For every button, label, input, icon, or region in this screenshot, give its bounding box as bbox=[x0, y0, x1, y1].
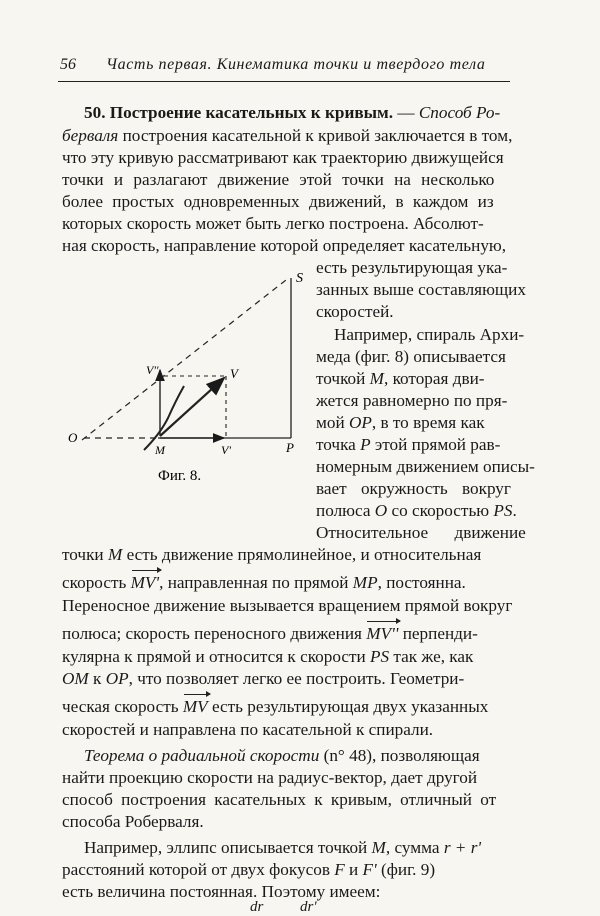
paragraph-line: точки и разлагают движение этой точки на несколько bbox=[62, 170, 495, 189]
equation bbox=[250, 898, 370, 916]
text: , направленная по прямой bbox=[159, 573, 353, 592]
text: точка bbox=[316, 435, 361, 454]
symbol-P: P bbox=[360, 435, 371, 454]
eq-rhs-num: dr' bbox=[300, 899, 317, 915]
dash: — bbox=[393, 103, 419, 122]
paragraph-line: найти проекцию скорости на радиус-вектор, дает другой bbox=[62, 768, 478, 787]
paragraph-line bbox=[62, 647, 473, 667]
text: перпенди- bbox=[398, 624, 478, 643]
paragraph-line: скоростей и направлена по касательной к спирали. bbox=[62, 720, 434, 739]
paragraph-line bbox=[316, 413, 485, 433]
section-heading-line bbox=[84, 103, 500, 123]
theorem-name: Теорема о радиальной скорости bbox=[84, 746, 320, 765]
figure-8 bbox=[60, 258, 310, 480]
paragraph-line: меда (фиг. 8) описывается bbox=[316, 347, 506, 366]
paragraph-line: Переносное движение вызывается вращением прямой вокруг bbox=[62, 596, 513, 615]
text: . bbox=[512, 501, 517, 520]
figure-caption: Фиг. 8. bbox=[158, 468, 202, 480]
label-V1: V' bbox=[221, 443, 231, 457]
symbol-F: F bbox=[334, 860, 345, 879]
paragraph-line: есть величина постоянная. Поэтому имеем: bbox=[62, 882, 381, 901]
symbol-PS: PS bbox=[370, 647, 390, 666]
symbol-OM: OM bbox=[62, 669, 89, 688]
symbol-r-sum: r + r' bbox=[443, 838, 482, 857]
symbol-MP: MP bbox=[352, 573, 378, 592]
symbol-M: M bbox=[371, 838, 386, 857]
symbol-F-prime: F' bbox=[362, 860, 377, 879]
text: точкой bbox=[316, 369, 370, 388]
symbol-OP: OP bbox=[348, 413, 372, 432]
text: так же, как bbox=[389, 647, 474, 666]
paragraph-line bbox=[62, 697, 488, 717]
text: , в то время как bbox=[371, 413, 485, 432]
paragraph-line: которых скорость может быть легко построена. Абсолют- bbox=[62, 214, 484, 233]
paragraph-line: способа Роберваля. bbox=[62, 812, 204, 831]
paragraph-line: Относительное движение bbox=[316, 523, 526, 542]
vector-MV: MV bbox=[182, 697, 208, 716]
vector-MV-arrow bbox=[160, 378, 224, 436]
text: (n° 48), позволяющая bbox=[319, 746, 480, 765]
vector-MV2: MV'' bbox=[366, 624, 399, 643]
text: есть движение прямолинейное, и относительная bbox=[122, 545, 482, 564]
paragraph-line: жется равномерно по пря- bbox=[316, 391, 508, 410]
paragraph-line bbox=[316, 501, 517, 521]
running-title: Часть первая. Кинематика точки и твердого тела bbox=[106, 56, 486, 73]
spiral-curve bbox=[144, 386, 184, 450]
text: есть результирующая двух указанных bbox=[207, 697, 489, 716]
text: , которая дви- bbox=[383, 369, 485, 388]
method-name-cont: берваля bbox=[62, 126, 119, 145]
paragraph-line: есть результирующая ука- bbox=[316, 258, 508, 277]
text: точки bbox=[62, 545, 108, 564]
paragraph-line: скоростей. bbox=[316, 302, 394, 321]
section-number: 50. bbox=[84, 103, 106, 122]
text: , сумма bbox=[385, 838, 444, 857]
text: , постоянна. bbox=[377, 573, 466, 592]
text: скорость bbox=[62, 573, 131, 592]
paragraph-line bbox=[62, 573, 466, 593]
text: полюса bbox=[316, 501, 375, 520]
symbol-OP: OP bbox=[105, 669, 129, 688]
vector-MV1: MV' bbox=[130, 573, 160, 592]
paragraph-line bbox=[62, 126, 512, 146]
paragraph-line bbox=[84, 838, 481, 858]
paragraph-line: Например, спираль Архи- bbox=[334, 325, 525, 344]
text: полюса; скорость переносного движения bbox=[62, 624, 367, 643]
text: построения касательной к кривой заключается в том, bbox=[118, 126, 513, 145]
method-name: Способ Ро- bbox=[418, 103, 501, 122]
symbol-M: M bbox=[369, 369, 384, 388]
label-M: M bbox=[155, 443, 165, 457]
paragraph-line bbox=[62, 860, 435, 880]
text: со скоростью bbox=[387, 501, 494, 520]
text: и bbox=[344, 860, 363, 879]
paragraph-line bbox=[316, 435, 500, 455]
paragraph-line: способ построения касательных к кривым, отличный от bbox=[62, 790, 497, 809]
text: Например, эллипс описывается точкой bbox=[84, 838, 372, 857]
section-title: Построение касательных к кривым. bbox=[109, 103, 394, 122]
text: , что позволяет легко ее построить. Геометри- bbox=[128, 669, 465, 688]
label-V: V bbox=[230, 366, 238, 381]
header-rule bbox=[58, 81, 510, 82]
label-V2: V'' bbox=[146, 363, 159, 377]
text: расстояний которой от двух фокусов bbox=[62, 860, 335, 879]
paragraph-line bbox=[62, 545, 481, 565]
text: кулярна к прямой и относится к скорости bbox=[62, 647, 371, 666]
paragraph-line: что эту кривую рассматривают как траекторию движущейся bbox=[62, 148, 504, 167]
paragraph-line: номерным движением описы- bbox=[316, 457, 535, 476]
text: этой прямой рав- bbox=[370, 435, 501, 454]
symbol-PS: PS bbox=[493, 501, 513, 520]
label-P: P bbox=[286, 440, 294, 455]
paragraph-line bbox=[316, 369, 485, 389]
label-O: O bbox=[68, 430, 78, 445]
text: мой bbox=[316, 413, 349, 432]
symbol-M: M bbox=[107, 545, 123, 564]
eq-rhs bbox=[300, 898, 317, 916]
page-number: 56 bbox=[60, 56, 76, 73]
label-S: S bbox=[296, 271, 303, 286]
text: ческая скорость bbox=[62, 697, 183, 716]
paragraph-line bbox=[84, 746, 480, 766]
symbol-O: O bbox=[374, 501, 388, 520]
eq-lhs bbox=[250, 898, 263, 916]
paragraph-line: ная скорость, направление которой определяет касательную, bbox=[62, 236, 507, 255]
paragraph-line: более простых одновременных движений, в каждом из bbox=[62, 192, 494, 211]
paragraph-line: вает окружность вокруг bbox=[316, 479, 511, 498]
paragraph-line: занных выше составляющих bbox=[316, 280, 526, 299]
text: к bbox=[88, 669, 106, 688]
paragraph-line bbox=[62, 669, 464, 689]
text: (фиг. 9) bbox=[376, 860, 436, 879]
eq-lhs-num: dr bbox=[250, 899, 264, 915]
paragraph-line bbox=[62, 624, 478, 644]
dashed-line-OS bbox=[82, 280, 286, 440]
